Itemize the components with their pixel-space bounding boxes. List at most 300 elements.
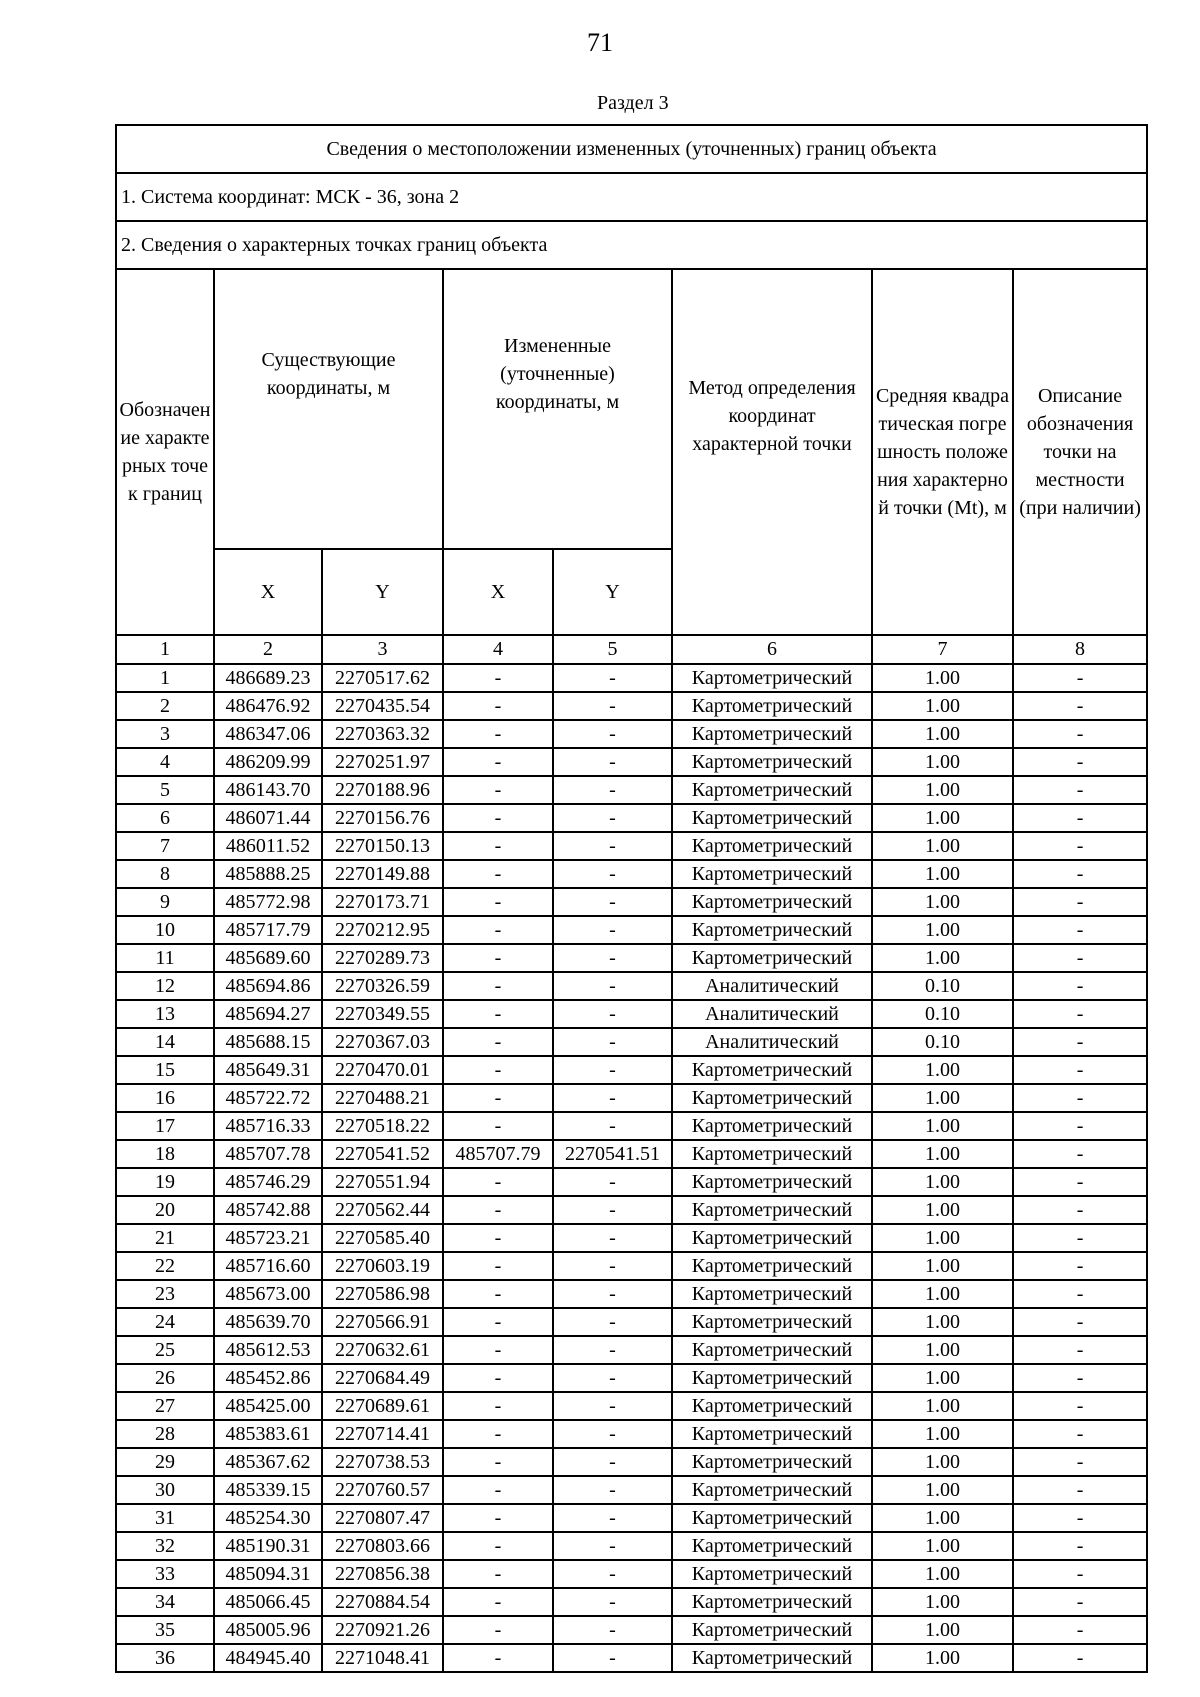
cell-description: - — [1013, 1532, 1147, 1560]
cell-changed-y: - — [553, 1000, 672, 1028]
column-number: 8 — [1013, 635, 1147, 664]
cell-method: Картометрический — [672, 1420, 872, 1448]
cell-point-id: 33 — [116, 1560, 214, 1588]
cell-method: Картометрический — [672, 1616, 872, 1644]
cell-changed-y: - — [553, 1504, 672, 1532]
cell-description: - — [1013, 1420, 1147, 1448]
table-row — [116, 1476, 1147, 1504]
cell-error-mt: 1.00 — [872, 692, 1013, 720]
cell-changed-x: - — [443, 1364, 553, 1392]
cell-existing-y: 2270603.19 — [322, 1252, 443, 1280]
cell-changed-y: - — [553, 916, 672, 944]
cell-error-mt: 1.00 — [872, 916, 1013, 944]
table-row — [116, 1112, 1147, 1140]
table-row — [116, 860, 1147, 888]
cell-point-id: 21 — [116, 1224, 214, 1252]
cell-existing-y: 2270517.62 — [322, 664, 443, 692]
cell-point-id: 6 — [116, 804, 214, 832]
cell-error-mt: 1.00 — [872, 748, 1013, 776]
cell-changed-y: - — [553, 1364, 672, 1392]
cell-error-mt: 1.00 — [872, 1560, 1013, 1588]
cell-existing-x: 485688.15 — [214, 1028, 322, 1056]
cell-description: - — [1013, 664, 1147, 692]
cell-existing-y: 2270541.52 — [322, 1140, 443, 1168]
cell-existing-y: 2270289.73 — [322, 944, 443, 972]
cell-changed-x: - — [443, 972, 553, 1000]
cell-error-mt: 0.10 — [872, 1000, 1013, 1028]
table-row — [116, 1252, 1147, 1280]
cell-point-id: 19 — [116, 1168, 214, 1196]
cell-existing-x: 485005.96 — [214, 1616, 322, 1644]
table-row — [116, 1308, 1147, 1336]
cell-existing-y: 2270684.49 — [322, 1364, 443, 1392]
table-row — [116, 1420, 1147, 1448]
cell-changed-y: - — [553, 1028, 672, 1056]
cell-changed-y: - — [553, 804, 672, 832]
cell-method: Аналитический — [672, 972, 872, 1000]
cell-description: - — [1013, 1560, 1147, 1588]
cell-method: Картометрический — [672, 1140, 872, 1168]
cell-description: - — [1013, 1252, 1147, 1280]
cell-method: Картометрический — [672, 916, 872, 944]
cell-description: - — [1013, 776, 1147, 804]
cell-error-mt: 1.00 — [872, 832, 1013, 860]
cell-method: Картометрический — [672, 1196, 872, 1224]
cell-method: Картометрический — [672, 944, 872, 972]
table-row — [116, 1140, 1147, 1168]
cell-method: Картометрический — [672, 1084, 872, 1112]
cell-existing-y: 2270714.41 — [322, 1420, 443, 1448]
cell-description: - — [1013, 1336, 1147, 1364]
cell-existing-x: 485742.88 — [214, 1196, 322, 1224]
cell-changed-x: - — [443, 1084, 553, 1112]
cell-description: - — [1013, 1308, 1147, 1336]
cell-changed-x: - — [443, 1420, 553, 1448]
cell-existing-x: 485707.78 — [214, 1140, 322, 1168]
cell-existing-y: 2270156.76 — [322, 804, 443, 832]
cell-existing-x: 485452.86 — [214, 1364, 322, 1392]
cell-changed-x: - — [443, 1056, 553, 1084]
cell-changed-y: - — [553, 776, 672, 804]
cell-changed-x: - — [443, 1028, 553, 1056]
cell-method: Картометрический — [672, 1476, 872, 1504]
cell-changed-x: - — [443, 1644, 553, 1672]
cell-point-id: 28 — [116, 1420, 214, 1448]
cell-changed-x: - — [443, 916, 553, 944]
cell-error-mt: 1.00 — [872, 1224, 1013, 1252]
page-number: 71 — [587, 28, 613, 57]
table-row — [116, 888, 1147, 916]
cell-existing-y: 2270807.47 — [322, 1504, 443, 1532]
cell-description: - — [1013, 916, 1147, 944]
header-method: Метод определения координат характерной точки — [672, 269, 872, 635]
cell-description: - — [1013, 972, 1147, 1000]
cell-existing-y: 2270760.57 — [322, 1476, 443, 1504]
cell-existing-x: 485717.79 — [214, 916, 322, 944]
table-row — [116, 1056, 1147, 1084]
cell-existing-x: 485066.45 — [214, 1588, 322, 1616]
cell-changed-x: - — [443, 748, 553, 776]
cell-error-mt: 1.00 — [872, 1504, 1013, 1532]
cell-changed-y: - — [553, 1420, 672, 1448]
cell-error-mt: 1.00 — [872, 1308, 1013, 1336]
cell-description: - — [1013, 804, 1147, 832]
cell-description: - — [1013, 1392, 1147, 1420]
cell-error-mt: 1.00 — [872, 1252, 1013, 1280]
cell-point-id: 34 — [116, 1588, 214, 1616]
table-row — [116, 1532, 1147, 1560]
cell-changed-x: - — [443, 664, 553, 692]
cell-description: - — [1013, 1056, 1147, 1084]
cell-changed-x: - — [443, 1560, 553, 1588]
cell-changed-y: - — [553, 664, 672, 692]
cell-point-id: 12 — [116, 972, 214, 1000]
table-row — [116, 1028, 1147, 1056]
header-description: Описание обозначения точки на местности (при наличии) — [1013, 269, 1147, 635]
cell-changed-y: - — [553, 1644, 672, 1672]
cell-changed-x: - — [443, 1224, 553, 1252]
cell-changed-x: - — [443, 1588, 553, 1616]
cell-error-mt: 1.00 — [872, 1056, 1013, 1084]
table-row — [116, 1224, 1147, 1252]
cell-changed-x: - — [443, 1252, 553, 1280]
cell-existing-y: 2270149.88 — [322, 860, 443, 888]
cell-method: Картометрический — [672, 1280, 872, 1308]
cell-existing-x: 486209.99 — [214, 748, 322, 776]
cell-existing-y: 2270738.53 — [322, 1448, 443, 1476]
cell-changed-x: - — [443, 860, 553, 888]
column-number: 3 — [322, 635, 443, 664]
column-number: 6 — [672, 635, 872, 664]
cell-existing-x: 485694.27 — [214, 1000, 322, 1028]
cell-point-id: 22 — [116, 1252, 214, 1280]
cell-existing-x: 486476.92 — [214, 692, 322, 720]
table-row — [116, 832, 1147, 860]
cell-existing-x: 485746.29 — [214, 1168, 322, 1196]
cell-error-mt: 1.00 — [872, 776, 1013, 804]
cell-error-mt: 1.00 — [872, 1168, 1013, 1196]
cell-error-mt: 1.00 — [872, 1336, 1013, 1364]
cell-changed-y: 2270541.51 — [553, 1140, 672, 1168]
table-row — [116, 1560, 1147, 1588]
cell-changed-x: - — [443, 1476, 553, 1504]
cell-existing-y: 2270367.03 — [322, 1028, 443, 1056]
cell-description: - — [1013, 1504, 1147, 1532]
cell-changed-x: - — [443, 888, 553, 916]
table-row — [116, 1084, 1147, 1112]
cell-description: - — [1013, 720, 1147, 748]
cell-error-mt: 1.00 — [872, 1616, 1013, 1644]
cell-existing-y: 2271048.41 — [322, 1644, 443, 1672]
cell-error-mt: 1.00 — [872, 1532, 1013, 1560]
cell-existing-x: 485716.60 — [214, 1252, 322, 1280]
header-changed-x: X — [443, 549, 553, 635]
table-row — [116, 916, 1147, 944]
cell-changed-y: - — [553, 1196, 672, 1224]
cell-description: - — [1013, 832, 1147, 860]
cell-changed-y: - — [553, 888, 672, 916]
cell-description: - — [1013, 1224, 1147, 1252]
table-row — [116, 1448, 1147, 1476]
cell-point-id: 13 — [116, 1000, 214, 1028]
cell-point-id: 29 — [116, 1448, 214, 1476]
table-row — [116, 1280, 1147, 1308]
cell-existing-y: 2270488.21 — [322, 1084, 443, 1112]
section-label: Раздел 3 — [597, 92, 669, 114]
cell-method: Аналитический — [672, 1000, 872, 1028]
cell-existing-x: 485772.98 — [214, 888, 322, 916]
cell-changed-y: - — [553, 1252, 672, 1280]
cell-existing-y: 2270470.01 — [322, 1056, 443, 1084]
cell-changed-y: - — [553, 692, 672, 720]
cell-description: - — [1013, 1112, 1147, 1140]
cell-existing-y: 2270326.59 — [322, 972, 443, 1000]
cell-point-id: 8 — [116, 860, 214, 888]
cell-changed-y: - — [553, 1616, 672, 1644]
column-number: 7 — [872, 635, 1013, 664]
cell-point-id: 3 — [116, 720, 214, 748]
cell-error-mt: 1.00 — [872, 1644, 1013, 1672]
cell-changed-x: 485707.79 — [443, 1140, 553, 1168]
cell-existing-x: 485190.31 — [214, 1532, 322, 1560]
cell-point-id: 25 — [116, 1336, 214, 1364]
cell-error-mt: 1.00 — [872, 804, 1013, 832]
cell-changed-y: - — [553, 1588, 672, 1616]
cell-changed-y: - — [553, 1336, 672, 1364]
cell-changed-x: - — [443, 1000, 553, 1028]
cell-description: - — [1013, 1588, 1147, 1616]
cell-changed-y: - — [553, 1560, 672, 1588]
table-row — [116, 720, 1147, 748]
cell-point-id: 18 — [116, 1140, 214, 1168]
cell-point-id: 10 — [116, 916, 214, 944]
cell-existing-x: 485339.15 — [214, 1476, 322, 1504]
cell-error-mt: 1.00 — [872, 860, 1013, 888]
header-point: Обозначение характерных точек границ — [116, 269, 214, 635]
cell-existing-x: 485722.72 — [214, 1084, 322, 1112]
table-row — [116, 804, 1147, 832]
cell-existing-y: 2270150.13 — [322, 832, 443, 860]
table-row — [116, 1616, 1147, 1644]
cell-existing-x: 486689.23 — [214, 664, 322, 692]
cell-changed-x: - — [443, 804, 553, 832]
cell-existing-x: 485723.21 — [214, 1224, 322, 1252]
cell-existing-y: 2270562.44 — [322, 1196, 443, 1224]
cell-existing-x: 486011.52 — [214, 832, 322, 860]
cell-existing-y: 2270586.98 — [322, 1280, 443, 1308]
cell-description: - — [1013, 1644, 1147, 1672]
table-body — [116, 664, 1147, 1672]
cell-changed-y: - — [553, 1056, 672, 1084]
cell-existing-y: 2270251.97 — [322, 748, 443, 776]
column-number: 2 — [214, 635, 322, 664]
cell-changed-y: - — [553, 1476, 672, 1504]
cell-changed-x: - — [443, 832, 553, 860]
cell-error-mt: 1.00 — [872, 1112, 1013, 1140]
cell-existing-x: 485649.31 — [214, 1056, 322, 1084]
cell-description: - — [1013, 1616, 1147, 1644]
table-row — [116, 692, 1147, 720]
cell-changed-x: - — [443, 692, 553, 720]
cell-error-mt: 1.00 — [872, 1084, 1013, 1112]
cell-point-id: 16 — [116, 1084, 214, 1112]
cell-changed-x: - — [443, 1532, 553, 1560]
cell-changed-x: - — [443, 1392, 553, 1420]
cell-changed-x: - — [443, 776, 553, 804]
cell-point-id: 9 — [116, 888, 214, 916]
cell-changed-y: - — [553, 1112, 672, 1140]
header-existing-y: Y — [322, 549, 443, 635]
cell-point-id: 35 — [116, 1616, 214, 1644]
cell-changed-x: - — [443, 1280, 553, 1308]
cell-method: Картометрический — [672, 1224, 872, 1252]
cell-method: Картометрический — [672, 1504, 872, 1532]
cell-existing-x: 485888.25 — [214, 860, 322, 888]
table-row — [116, 972, 1147, 1000]
cell-changed-x: - — [443, 1504, 553, 1532]
cell-existing-x: 486143.70 — [214, 776, 322, 804]
cell-error-mt: 0.10 — [872, 972, 1013, 1000]
cell-existing-x: 485694.86 — [214, 972, 322, 1000]
cell-changed-x: - — [443, 1308, 553, 1336]
header-changed-y: Y — [553, 549, 672, 635]
cell-point-id: 1 — [116, 664, 214, 692]
cell-error-mt: 1.00 — [872, 1448, 1013, 1476]
cell-error-mt: 1.00 — [872, 944, 1013, 972]
cell-point-id: 7 — [116, 832, 214, 860]
cell-description: - — [1013, 1084, 1147, 1112]
table-row — [116, 1392, 1147, 1420]
cell-existing-y: 2270363.32 — [322, 720, 443, 748]
cell-existing-x: 485689.60 — [214, 944, 322, 972]
cell-description: - — [1013, 1196, 1147, 1224]
cell-method: Картометрический — [672, 1112, 872, 1140]
cell-changed-y: - — [553, 1308, 672, 1336]
cell-point-id: 23 — [116, 1280, 214, 1308]
cell-method: Картометрический — [672, 1336, 872, 1364]
cell-error-mt: 1.00 — [872, 664, 1013, 692]
cell-point-id: 26 — [116, 1364, 214, 1392]
cell-error-mt: 1.00 — [872, 720, 1013, 748]
cell-description: - — [1013, 1448, 1147, 1476]
cell-changed-x: - — [443, 944, 553, 972]
cell-method: Картометрический — [672, 1560, 872, 1588]
cell-existing-x: 485254.30 — [214, 1504, 322, 1532]
table-row — [116, 1644, 1147, 1672]
cell-method: Картометрический — [672, 720, 872, 748]
points-title: 2. Сведения о характерных точках границ объекта — [116, 221, 1147, 269]
cell-changed-x: - — [443, 1112, 553, 1140]
table-row — [116, 1000, 1147, 1028]
cell-description: - — [1013, 1280, 1147, 1308]
cell-existing-x: 485367.62 — [214, 1448, 322, 1476]
boundary-points-table — [115, 124, 1148, 1673]
cell-error-mt: 1.00 — [872, 1140, 1013, 1168]
cell-existing-x: 485716.33 — [214, 1112, 322, 1140]
cell-description: - — [1013, 860, 1147, 888]
cell-method: Картометрический — [672, 776, 872, 804]
cell-method: Картометрический — [672, 888, 872, 916]
cell-changed-x: - — [443, 1336, 553, 1364]
column-number-row — [116, 635, 1147, 664]
cell-changed-y: - — [553, 944, 672, 972]
table-row — [116, 776, 1147, 804]
cell-method: Картометрический — [672, 1532, 872, 1560]
cell-changed-x: - — [443, 1196, 553, 1224]
cell-error-mt: 1.00 — [872, 1588, 1013, 1616]
cell-existing-y: 2270566.91 — [322, 1308, 443, 1336]
cell-changed-y: - — [553, 1168, 672, 1196]
cell-existing-x: 485094.31 — [214, 1560, 322, 1588]
table-row — [116, 1168, 1147, 1196]
cell-method: Картометрический — [672, 1056, 872, 1084]
cell-error-mt: 1.00 — [872, 888, 1013, 916]
cell-method: Картометрический — [672, 1588, 872, 1616]
header-existing: Существующие координаты, м — [214, 269, 443, 549]
cell-existing-x: 486347.06 — [214, 720, 322, 748]
column-number: 4 — [443, 635, 553, 664]
table-row — [116, 1364, 1147, 1392]
cell-point-id: 2 — [116, 692, 214, 720]
table-row — [116, 1588, 1147, 1616]
cell-error-mt: 1.00 — [872, 1280, 1013, 1308]
cell-existing-y: 2270349.55 — [322, 1000, 443, 1028]
cell-existing-y: 2270856.38 — [322, 1560, 443, 1588]
header-error: Средняя квадратическая погрешность положения характерной точки (Mt), м — [872, 269, 1013, 635]
cell-method: Аналитический — [672, 1028, 872, 1056]
table-row — [116, 1336, 1147, 1364]
cell-existing-x: 486071.44 — [214, 804, 322, 832]
cell-point-id: 4 — [116, 748, 214, 776]
cell-changed-y: - — [553, 1280, 672, 1308]
cell-point-id: 36 — [116, 1644, 214, 1672]
column-number: 5 — [553, 635, 672, 664]
cell-changed-x: - — [443, 1448, 553, 1476]
cell-changed-y: - — [553, 1532, 672, 1560]
cell-existing-y: 2270884.54 — [322, 1588, 443, 1616]
cell-method: Картометрический — [672, 1364, 872, 1392]
cell-error-mt: 1.00 — [872, 1420, 1013, 1448]
cell-changed-y: - — [553, 720, 672, 748]
cell-point-id: 15 — [116, 1056, 214, 1084]
cell-method: Картометрический — [672, 1448, 872, 1476]
cell-changed-y: - — [553, 860, 672, 888]
cell-error-mt: 1.00 — [872, 1364, 1013, 1392]
cell-error-mt: 1.00 — [872, 1196, 1013, 1224]
cell-existing-x: 485383.61 — [214, 1420, 322, 1448]
table-row — [116, 1196, 1147, 1224]
cell-description: - — [1013, 1000, 1147, 1028]
cell-existing-y: 2270632.61 — [322, 1336, 443, 1364]
table-title: Сведения о местоположении измененных (уточненных) границ объекта — [116, 125, 1147, 173]
cell-changed-y: - — [553, 1224, 672, 1252]
table-row — [116, 944, 1147, 972]
cell-existing-y: 2270435.54 — [322, 692, 443, 720]
cell-description: - — [1013, 1476, 1147, 1504]
cell-point-id: 24 — [116, 1308, 214, 1336]
cell-changed-x: - — [443, 1168, 553, 1196]
cell-existing-y: 2270803.66 — [322, 1532, 443, 1560]
cell-existing-y: 2270173.71 — [322, 888, 443, 916]
cell-method: Картометрический — [672, 832, 872, 860]
cell-changed-y: - — [553, 832, 672, 860]
header-changed: Измененные (уточненные) координаты, м — [443, 269, 672, 549]
cell-point-id: 20 — [116, 1196, 214, 1224]
cell-method: Картометрический — [672, 1308, 872, 1336]
cell-point-id: 30 — [116, 1476, 214, 1504]
cell-changed-y: - — [553, 1084, 672, 1112]
cell-method: Картометрический — [672, 748, 872, 776]
